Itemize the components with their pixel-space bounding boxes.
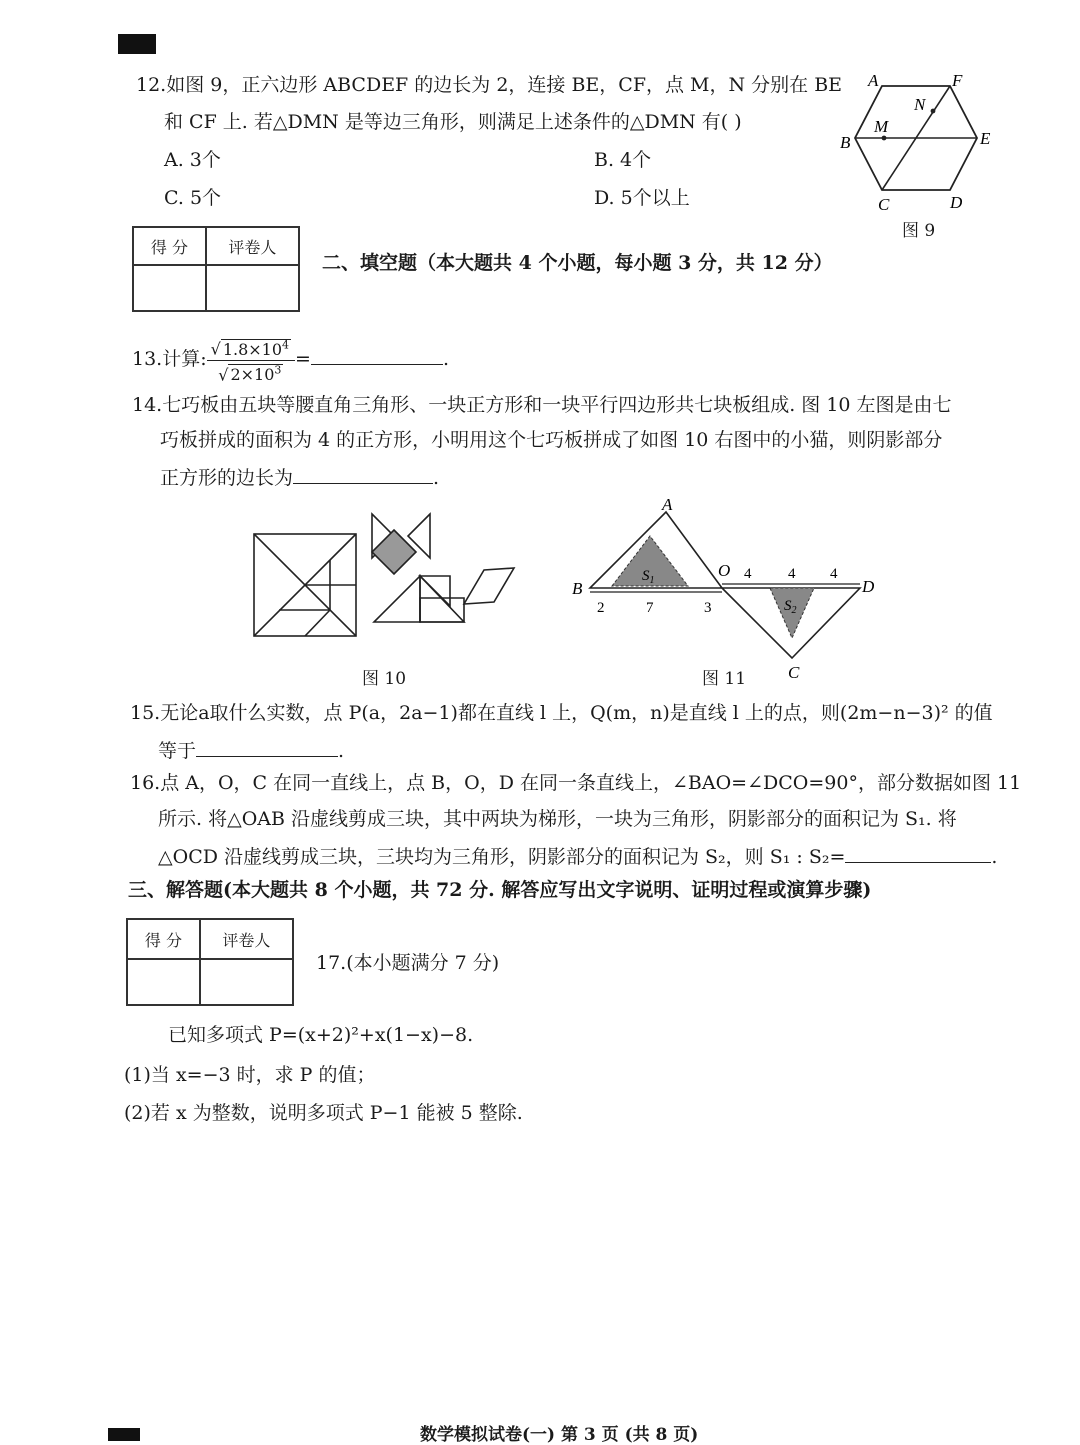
tangram-cat	[372, 514, 514, 622]
q14-line2: 巧板拼成的面积为 4 的正方形，小明用这个七巧板拼成了如图 10 右图中的小猫，则阴影部分	[160, 429, 943, 451]
section-3-title: 三、解答题(本大题共 8 个小题，共 72 分. 解答应写出文字说明、证明过程或演算步骤)	[128, 879, 872, 901]
label-a: A	[662, 496, 673, 514]
q12-option-b: B. 4个	[594, 149, 652, 171]
grader-cell[interactable]	[200, 959, 293, 1005]
page-footer: 数学模拟试卷(一) 第 3 页 (共 8 页)	[420, 1425, 699, 1445]
registration-mark-top	[118, 34, 156, 54]
q13-numerator: √ $1.8\times 10^4$	[207, 335, 295, 360]
q13	[132, 334, 449, 384]
dim-4c: 4	[830, 566, 838, 582]
score-cell[interactable]	[133, 265, 206, 311]
label-d: D	[862, 577, 875, 596]
q13-answer-blank[interactable]	[311, 344, 443, 365]
label-s2: $S_2$	[784, 598, 797, 616]
point-n	[931, 109, 936, 114]
dim-4b: 4	[788, 566, 796, 582]
dim-3: 3	[704, 600, 712, 616]
score-cell[interactable]	[127, 959, 200, 1005]
figure-11-caption: 图 11	[702, 669, 747, 689]
q14-answer-blank[interactable]	[293, 463, 433, 484]
q13-end: .	[442, 348, 450, 370]
score-table-1	[132, 226, 300, 312]
q16-answer-blank[interactable]	[845, 842, 991, 863]
q17-stem: 已知多项式 P=(x+2)²+x(1−x)−8.	[168, 1024, 474, 1046]
label-s1: $S_1$	[642, 568, 655, 586]
figure-9-caption: 图 9	[902, 221, 936, 241]
q12-line1: 12.如图 9，正六边形 ABCDEF 的边长为 2，连接 BE，CF，点 M，N 分别在 BE	[136, 74, 843, 96]
q14-line3: 正方形的边长为 .	[160, 463, 439, 491]
q15-line1: 15.无论a取什么实数，点 P(a，2a−1)都在直线 l 上，Q(m，n)是直线 l 上的点，则(2m−n−3)² 的值	[130, 702, 993, 724]
figure-9-hexagon	[832, 66, 1002, 216]
figure-11	[566, 496, 886, 680]
q13-denominator: √ $2\times 10^3$	[218, 363, 282, 384]
q17-part2: (2)若 x 为整数，说明多项式 P−1 能被 5 整除.	[124, 1102, 523, 1124]
score-header: 得 分	[127, 919, 200, 959]
grader-header: 评卷人	[206, 227, 299, 265]
label-c: C	[788, 663, 800, 680]
q14-line1: 14.七巧板由五块等腰直角三角形、一块正方形和一块平行四边形共七块板组成. 图 10 左图是由七	[132, 394, 952, 416]
q16-line1: 16.点 A，O，C 在同一直线上，点 B，O，D 在同一条直线上，∠BAO=∠DCO=90°，部分数据如图 11	[130, 772, 1022, 794]
label-n: N	[914, 95, 926, 114]
q12-option-a: A. 3个	[164, 149, 221, 171]
dim-2: 2	[597, 600, 605, 616]
q13-equals: =	[295, 348, 311, 370]
label-b: B	[840, 133, 851, 152]
q17-part1: (1)当 x=−3 时，求 P 的值；	[124, 1064, 376, 1086]
figure-10-tangram	[244, 506, 530, 646]
q12-option-c: C. 5个	[164, 187, 222, 209]
q15-answer-blank[interactable]	[196, 736, 338, 757]
dim-4a: 4	[744, 566, 752, 582]
score-table-2	[126, 918, 294, 1006]
grader-cell[interactable]	[206, 265, 299, 311]
q13-prefix: 13.计算:	[132, 348, 207, 370]
q15-line2: 等于 .	[158, 736, 344, 764]
score-header: 得 分	[133, 227, 206, 265]
q17-title: 17.(本小题满分 7 分)	[316, 952, 500, 974]
label-f: F	[952, 71, 963, 90]
q12-option-d: D. 5个以上	[594, 187, 690, 209]
q12-line2: 和 CF 上. 若△DMN 是等边三角形，则满足上述条件的△DMN 有( )	[164, 111, 742, 133]
tangram-square	[254, 534, 356, 636]
figure-10-caption: 图 10	[362, 669, 407, 689]
point-m	[882, 136, 887, 141]
label-a: A	[868, 71, 879, 90]
registration-mark-bottom	[108, 1428, 140, 1441]
label-b: B	[572, 579, 583, 598]
label-d: D	[950, 193, 963, 212]
q16-line3: △OCD 沿虚线剪成三块，三块均为三角形，阴影部分的面积记为 S₂，则 S₁ : S₂= .	[158, 842, 997, 870]
label-c: C	[878, 195, 890, 214]
grader-header: 评卷人	[200, 919, 293, 959]
label-o: O	[718, 561, 731, 580]
section-2-title: 二、填空题（本大题共 4 个小题，每小题 3 分，共 12 分）	[322, 252, 833, 274]
q16-line2: 所示. 将△OAB 沿虚线剪成三块，其中两块为梯形，一块为三角形，阴影部分的面积记为 S₁. 将	[158, 808, 957, 830]
label-m: M	[874, 117, 889, 136]
label-e: E	[980, 129, 991, 148]
q13-fraction	[207, 335, 295, 385]
dim-7: 7	[646, 600, 654, 616]
